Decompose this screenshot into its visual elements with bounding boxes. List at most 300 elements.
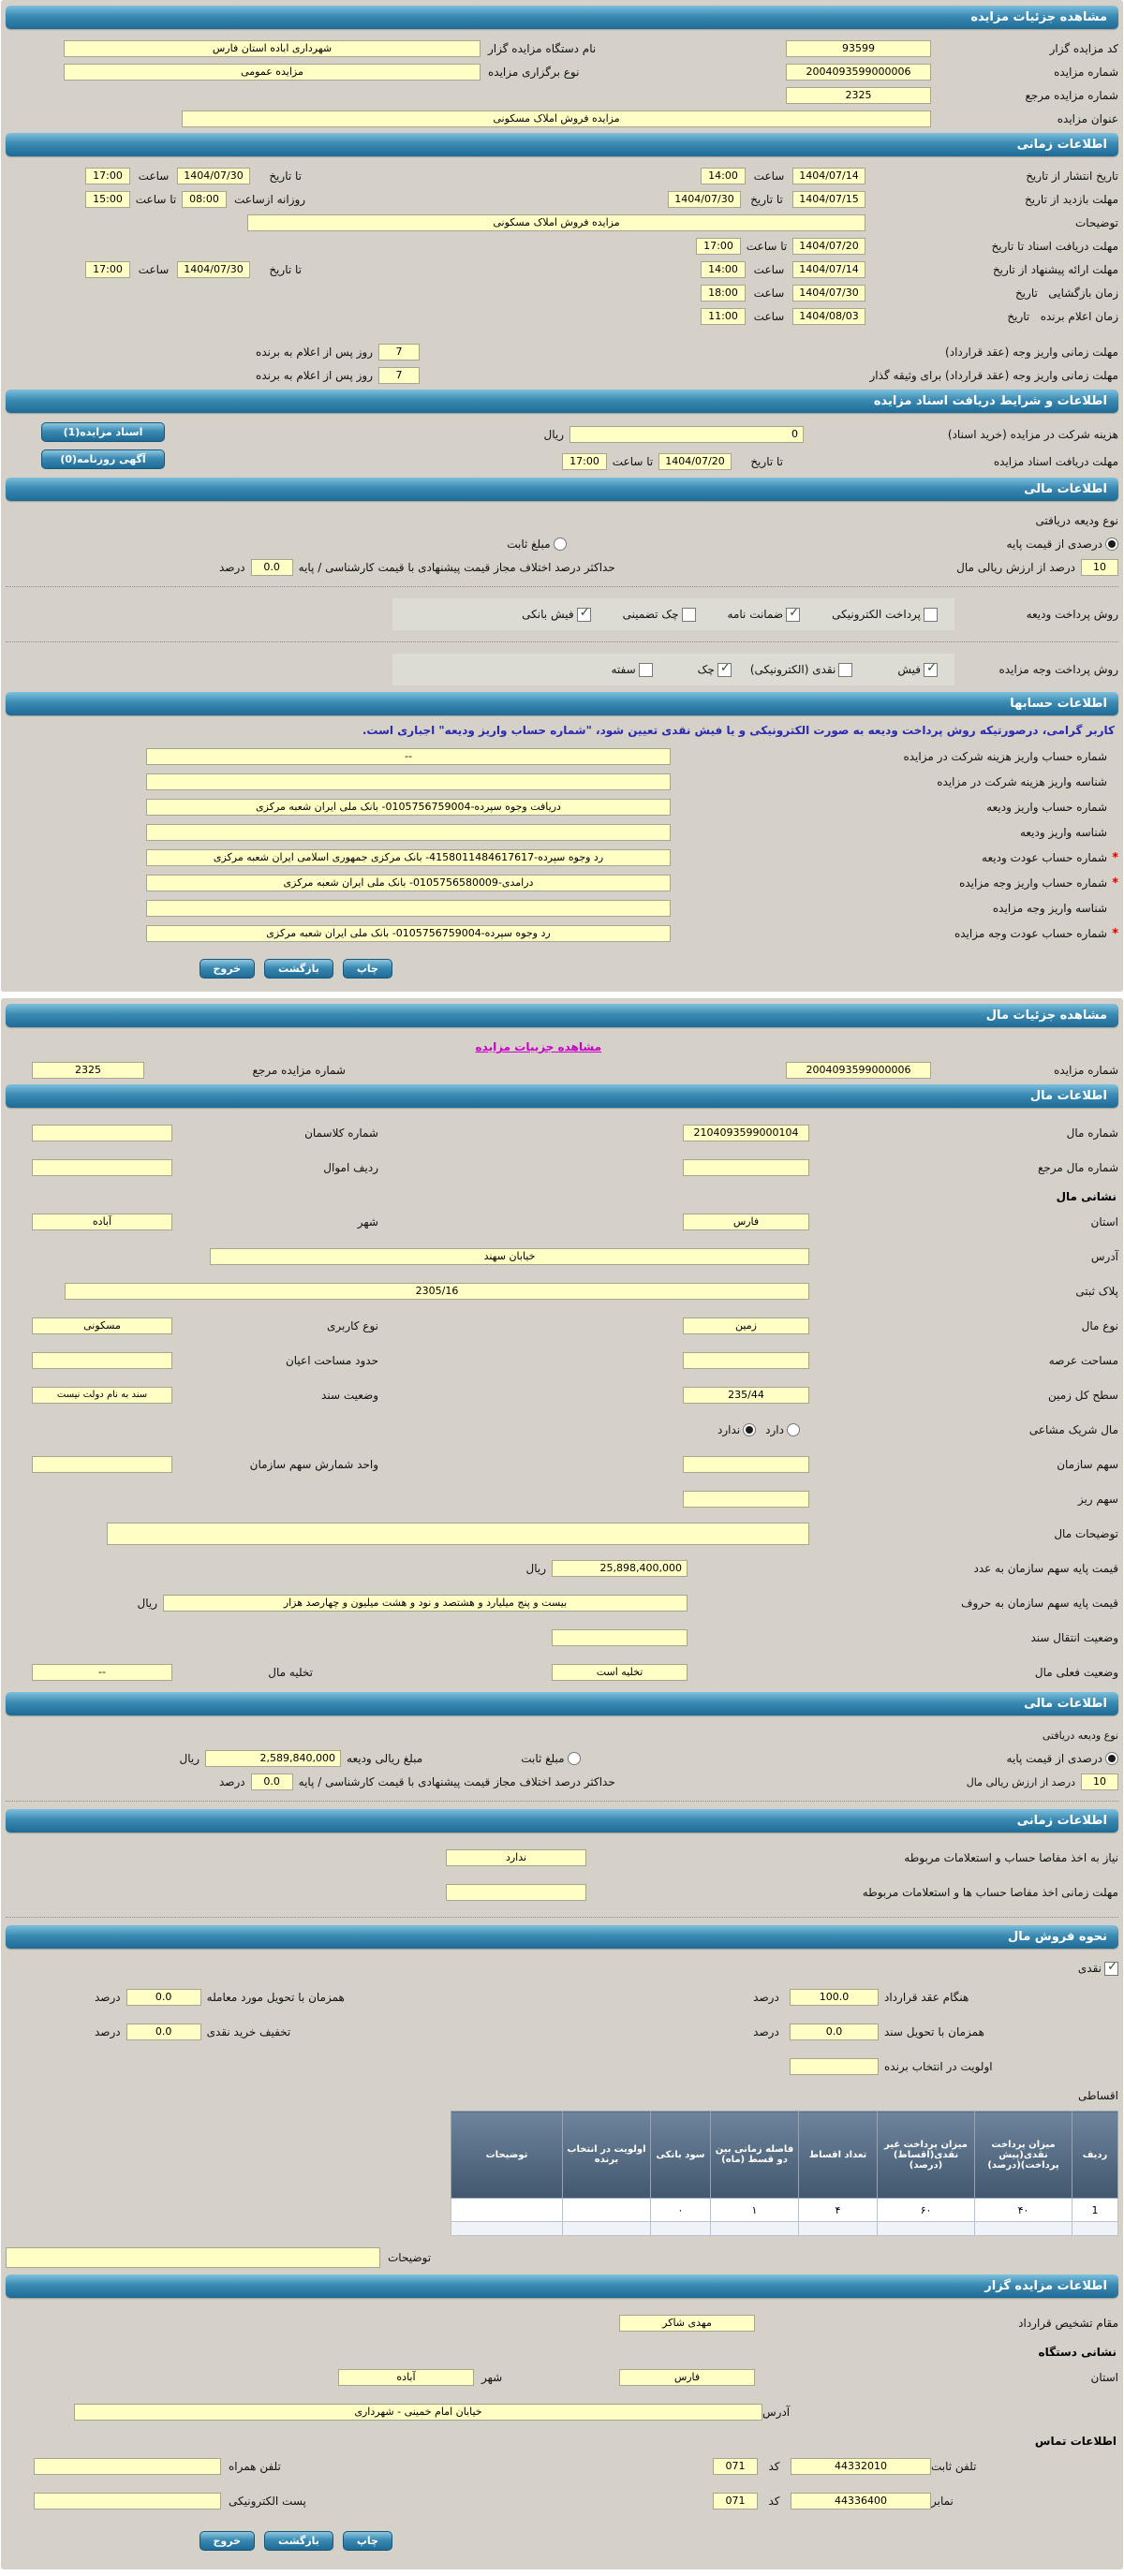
label: قیمت پایه سهم سازمان به حروف xyxy=(961,1597,1118,1610)
label: تا ساعت xyxy=(135,193,177,206)
field-row xyxy=(6,1876,1118,1909)
divider xyxy=(6,1917,1118,1918)
col-priority: اولویت در انتخاب برنده xyxy=(563,2112,651,2199)
visit-to-date-field[interactable]: 1404/07/30 xyxy=(668,191,741,208)
field-row xyxy=(6,556,1118,579)
payment-days-field[interactable]: 7 xyxy=(378,344,420,361)
radio-has-partner[interactable] xyxy=(787,1423,800,1436)
section-title: نحوه فروش مال xyxy=(1008,1930,1107,1944)
org-city-field[interactable]: آباده xyxy=(338,2369,474,2386)
col-row: ردیف xyxy=(1072,2112,1118,2199)
field-row xyxy=(6,108,1118,130)
deposit-return-account-field[interactable]: رد وجوه سپرده-4158011484617617- بانک مرکزی جمهوری اسلامی ایران شعبه مرکزی xyxy=(146,849,671,866)
field-row xyxy=(6,1240,1118,1273)
label: درصدی از قیمت پایه xyxy=(1006,1752,1102,1765)
property-type-field[interactable]: زمین xyxy=(683,1317,809,1334)
field-row xyxy=(6,61,1118,83)
label: نام دستگاه مزایده گزار xyxy=(488,42,597,55)
auction-ref-field[interactable]: 2325 xyxy=(786,87,931,104)
field-row xyxy=(6,1378,1118,1412)
newspaper-ads-button[interactable]: آگهی روزنامه(0) xyxy=(41,449,165,469)
auction-number-field[interactable]: 2004093599000006 xyxy=(786,64,931,81)
deed-delivery-percent-field[interactable]: 0.0 xyxy=(790,2024,879,2040)
divider xyxy=(6,641,1118,642)
label: درصد xyxy=(753,1991,779,2004)
auction-ref-field[interactable]: 2325 xyxy=(32,1062,144,1079)
max-diff-percent-field[interactable]: 0.0 xyxy=(251,559,293,576)
label: تا تاریخ xyxy=(750,455,783,468)
label: ساعت xyxy=(138,263,170,276)
label: شناسه واریز هزینه شرکت در مزایده xyxy=(937,775,1107,788)
label: شماره مزایده xyxy=(1054,66,1118,79)
label: مبلغ ثابت xyxy=(507,537,551,551)
timing-description-field[interactable]: مزایده فروش املاک مسکونی xyxy=(247,214,865,231)
label: روش پرداخت وجه مزایده xyxy=(998,663,1118,676)
back-button[interactable]: بازگشت xyxy=(264,2531,333,2551)
label: تلفن ثابت xyxy=(931,2460,977,2473)
mobile-field[interactable] xyxy=(34,2458,221,2475)
building-area-field[interactable] xyxy=(32,1352,172,1369)
label: حداکثر درصد اختلاف مجاز قیمت پیشنهادی با قیمت کارشناسی / پایه xyxy=(298,1775,615,1788)
auction-panel xyxy=(1,0,1123,992)
field-row xyxy=(6,364,1118,387)
org-address-field[interactable]: خیابان امام خمینی - شهرداری xyxy=(74,2404,762,2421)
label: روز پس از اعلام به برنده xyxy=(256,346,373,359)
label: درصد xyxy=(95,1991,121,2004)
account-row xyxy=(6,921,1118,946)
label: سهم ریز xyxy=(1077,1493,1118,1506)
property-description-field[interactable] xyxy=(107,1523,809,1545)
field-row xyxy=(6,188,1118,211)
auction-type-field[interactable]: مزایده عمومی xyxy=(64,64,481,81)
col-bank-interest: سود بانکی xyxy=(651,2112,711,2199)
auction-documents-button[interactable]: اسناد مزایده(1) xyxy=(41,422,165,442)
auction-number-field[interactable]: 2004093599000006 xyxy=(786,1062,931,1079)
installment-heading-row xyxy=(6,2084,1118,2107)
shared-ownership-row xyxy=(6,1413,1118,1447)
label: درصد xyxy=(219,561,245,574)
label: پست الکترونیکی xyxy=(229,2495,306,2508)
field-row xyxy=(6,2395,1118,2429)
section-title: اطلاعات حسابها xyxy=(1010,697,1107,711)
field-row xyxy=(6,212,1118,234)
field-row xyxy=(6,1586,1118,1620)
field-row xyxy=(6,2015,1118,2049)
usage-type-field[interactable]: مسکونی xyxy=(32,1317,172,1334)
checkbox-promissory-note[interactable] xyxy=(639,663,653,677)
section-bar-auctioneer-info xyxy=(6,2274,1118,2298)
label: ساعت xyxy=(753,287,785,300)
auction-title-field[interactable]: مزایده فروش املاک مسکونی xyxy=(182,110,931,127)
label: قیمت پایه سهم سازمان به عدد xyxy=(973,1562,1118,1575)
field-row xyxy=(6,1841,1118,1875)
label: آدرس xyxy=(1090,1250,1118,1263)
checkbox-secured-check[interactable] xyxy=(682,608,696,622)
field-row xyxy=(6,1059,1118,1082)
winner-announce-time-field[interactable]: 11:00 xyxy=(701,308,746,325)
deposit-amount-field[interactable]: 2,589,840,000 xyxy=(205,1750,341,1767)
label: وضعیت انتقال سند xyxy=(1030,1631,1118,1644)
field-row xyxy=(6,2306,1118,2340)
label: نوع برگزاری مزایده xyxy=(488,66,580,79)
base-price-words-field[interactable]: بیست و پنج میلیارد و هشتصد و نود و هشت میلیون و چهارصد هزار xyxy=(163,1595,688,1612)
action-buttons xyxy=(200,959,393,979)
cell-row: 1 xyxy=(1072,2199,1118,2222)
max-diff-percent-field-2[interactable]: 0.0 xyxy=(251,1774,293,1790)
label: مهلت زمانی اخذ مفاصا حساب ها و استعلامات مربوطه xyxy=(862,1886,1118,1899)
section-bar-timing-2 xyxy=(6,1809,1118,1833)
fax-field[interactable]: 44336400 xyxy=(791,2493,931,2510)
label: سهم سازمان xyxy=(1057,1458,1118,1471)
winner-priority-field[interactable] xyxy=(790,2058,879,2075)
label: شماره کلاسمان xyxy=(304,1126,378,1140)
label: توضیحات xyxy=(388,2251,432,2264)
clearance-deadline-field[interactable] xyxy=(446,1884,586,1901)
required-marker: * xyxy=(1112,926,1118,941)
opening-date-field[interactable]: 1404/07/30 xyxy=(792,285,865,302)
property-ref-field[interactable] xyxy=(683,1159,809,1176)
publish-to-time-field[interactable]: 17:00 xyxy=(85,168,130,184)
field-row xyxy=(6,165,1118,187)
payment-days-guarantor-field[interactable]: 7 xyxy=(378,367,420,384)
label: درصدی از قیمت پایه xyxy=(1006,537,1102,551)
auction-amount-account-field[interactable]: درامدی-0105756580009- بانک ملی ایران شعبه مرکزی xyxy=(146,875,671,891)
field-row xyxy=(6,1724,1118,1746)
classification-number-field[interactable] xyxy=(32,1125,172,1141)
label: درصد از ارزش ریالی مال xyxy=(966,1775,1075,1788)
current-status-field[interactable]: تخلیه است xyxy=(552,1664,688,1681)
label: توضیحات xyxy=(1074,216,1118,229)
account-row xyxy=(6,846,1118,870)
section-title: اطلاعات زمانی xyxy=(1016,1814,1107,1828)
field-row xyxy=(6,1309,1118,1343)
installment-empty-row xyxy=(451,2222,1118,2236)
publish-from-time-field[interactable]: 14:00 xyxy=(701,168,746,184)
section-title: مشاهده جزئیات مال xyxy=(985,1008,1107,1023)
opening-time-field[interactable]: 18:00 xyxy=(701,285,746,302)
field-row xyxy=(6,2484,1118,2518)
section-title: مشاهده جزئیات مزایده xyxy=(970,10,1107,24)
label: شهر xyxy=(481,2371,503,2384)
doc-receive-time-field[interactable]: 17:00 xyxy=(562,453,607,470)
label: ریال xyxy=(137,1597,157,1610)
participation-fee-field[interactable]: 0 xyxy=(569,426,804,443)
required-marker: * xyxy=(1112,876,1118,891)
deposit-percent-field[interactable]: 10 xyxy=(1081,559,1118,576)
label: ساعت xyxy=(138,169,170,183)
offer-from-date-field[interactable]: 1404/07/14 xyxy=(792,261,865,278)
field-row xyxy=(6,1656,1118,1689)
clearance-needed-field[interactable]: ندارد xyxy=(446,1849,586,1866)
property-panel xyxy=(1,998,1123,2569)
auctioneer-name-field[interactable]: شهرداری اباده استان فارس xyxy=(64,40,481,57)
minor-share-field[interactable] xyxy=(683,1491,809,1508)
col-interval: فاصله زمانی بین دو قسط (ماه) xyxy=(711,2112,799,2199)
deposit-method-row xyxy=(6,595,1118,634)
label: ساعت xyxy=(753,169,785,183)
land-area-field[interactable] xyxy=(683,1352,809,1369)
label: مهلت زمانی واریز وجه (عقد قرارداد) xyxy=(945,346,1118,359)
label: روزانه ازساعت xyxy=(234,193,306,206)
divider xyxy=(6,586,1118,587)
label: شماره مزایده مرجع xyxy=(252,1064,346,1077)
label: وضعیت فعلی مال xyxy=(1034,1666,1118,1679)
offer-to-time-field[interactable]: 17:00 xyxy=(85,261,130,278)
label: مهلت دریافت اسناد مزایده xyxy=(993,455,1118,468)
section-bar-auction-details xyxy=(6,6,1118,29)
contract-authority-field[interactable]: مهدی شاکر xyxy=(619,2315,755,2332)
label: کد xyxy=(768,2460,780,2473)
visit-daily-from-field[interactable]: 08:00 xyxy=(182,191,227,208)
label: تخفیف خرید نقدی xyxy=(206,2025,291,2039)
label: نوع ودیعه دریافتی xyxy=(1035,514,1118,527)
label: روش پرداخت ودیعه xyxy=(1026,608,1118,621)
registration-plate-field[interactable]: 2305/16 xyxy=(65,1283,809,1300)
label: شماره مزایده xyxy=(1054,1064,1118,1077)
offer-to-date-field[interactable]: 1404/07/30 xyxy=(177,261,250,278)
org-province-field[interactable]: فارس xyxy=(619,2369,755,2386)
label: ریال xyxy=(543,428,564,441)
account-row xyxy=(6,896,1118,920)
label: زمان اعلام برنده تاریخ xyxy=(1007,310,1118,323)
label: چک تضمینی xyxy=(622,608,679,621)
contact-heading: اطلاعات تماس xyxy=(1034,2435,1117,2448)
account-row xyxy=(6,770,1118,794)
field-row xyxy=(6,1552,1118,1585)
section-bar-property-details xyxy=(6,1004,1118,1027)
label: همزمان با تحویل مورد معامله xyxy=(206,1991,345,2004)
doc-deadline-time-field[interactable]: 17:00 xyxy=(696,238,741,255)
label: ریال xyxy=(179,1752,200,1765)
field-row xyxy=(6,1274,1118,1308)
section-bar-financial-2 xyxy=(6,1692,1118,1715)
field-row xyxy=(6,1980,1118,2014)
section-bar-timing xyxy=(6,133,1118,156)
view-auction-details-link[interactable]: مشاهده جزییات مزایده xyxy=(475,1040,601,1053)
account-row xyxy=(6,744,1118,769)
account-row xyxy=(6,871,1118,895)
winner-announce-date-field[interactable]: 1404/08/03 xyxy=(792,308,865,325)
installment-row[interactable] xyxy=(451,2199,1118,2222)
print-button[interactable]: چاپ xyxy=(343,959,392,979)
sale-description-field[interactable] xyxy=(6,2247,380,2268)
label: تخلیه مال xyxy=(268,1666,313,1679)
auction-amount-return-account-field[interactable]: رد وجوه سپرده-0105756759004- بانک ملی ایران شعبه مرکزی xyxy=(146,925,671,942)
property-number-field[interactable]: 2104093599000104 xyxy=(683,1125,809,1141)
offer-from-time-field[interactable]: 14:00 xyxy=(701,261,746,278)
field-row xyxy=(6,2361,1118,2394)
checkbox-guarantee-letter[interactable] xyxy=(786,608,800,622)
link-row xyxy=(6,1036,1118,1058)
installment-table xyxy=(451,2111,1118,2236)
label: مال شریک مشاعی xyxy=(1028,1423,1118,1436)
checkbox-electronic-payment[interactable] xyxy=(924,608,938,622)
field-row xyxy=(6,305,1118,328)
doc-deadline-date-field[interactable]: 1404/07/20 xyxy=(792,238,865,255)
label: مبلغ ثابت xyxy=(521,1752,565,1765)
payment-method-row xyxy=(6,650,1118,689)
col-notes: توضیحات xyxy=(451,2112,563,2199)
auction-amount-id-field[interactable] xyxy=(146,900,671,917)
label: عنوان مزایده xyxy=(1057,112,1118,125)
label: درصد xyxy=(753,2025,779,2039)
visit-daily-to-field[interactable]: 15:00 xyxy=(85,191,130,208)
label: شماره حساب عودت وجه مزایده xyxy=(954,927,1107,940)
vacate-status-field[interactable]: -- xyxy=(32,1664,172,1681)
label: تا تاریخ xyxy=(269,263,302,276)
email-field[interactable] xyxy=(34,2493,221,2510)
label: ریال xyxy=(525,1562,546,1575)
field-row xyxy=(6,84,1118,107)
checkbox-receipt[interactable] xyxy=(924,663,938,677)
org-share-field[interactable] xyxy=(683,1456,809,1473)
account-row xyxy=(6,795,1118,819)
label: حداکثر درصد اختلاف مجاز قیمت پیشنهادی با قیمت کارشناسی / پایه xyxy=(298,561,615,574)
label: نقدی xyxy=(1077,1962,1102,1975)
checkbox-cash-sale[interactable] xyxy=(1104,1962,1118,1976)
visit-from-date-field[interactable]: 1404/07/15 xyxy=(792,191,865,208)
account-row xyxy=(6,820,1118,845)
base-price-number-field[interactable]: 25,898,400,000 xyxy=(552,1560,688,1577)
field-row xyxy=(6,37,1118,60)
cell-interval: ۱ xyxy=(711,2199,799,2222)
label: تا تاریخ xyxy=(269,169,302,183)
label: فیش xyxy=(897,663,921,676)
auctioneer-code-field[interactable]: 93599 xyxy=(786,40,931,57)
doc-receive-date-field[interactable]: 1404/07/20 xyxy=(658,453,732,470)
section-bar-doc-conditions xyxy=(6,390,1118,413)
required-marker: * xyxy=(1112,850,1118,865)
deposit-type-row xyxy=(6,533,1118,555)
field-row xyxy=(6,235,1118,258)
checkbox-cash-electronic[interactable] xyxy=(838,663,852,677)
exit-button[interactable]: خروج xyxy=(200,959,256,979)
label: سطح کل زمین xyxy=(1047,1389,1118,1402)
col-installment-count: تعداد اقساط xyxy=(799,2112,878,2199)
action-buttons xyxy=(200,2531,393,2551)
contract-signing-percent-field[interactable]: 100.0 xyxy=(790,1989,879,2006)
deed-status-field[interactable]: سند به نام دولت نیست xyxy=(32,1387,172,1404)
section-title: اطلاعات زمانی xyxy=(1016,138,1107,152)
label: اولویت در انتخاب برنده xyxy=(884,2060,993,2073)
radio-percent-of-base[interactable] xyxy=(1105,537,1118,551)
publish-from-date-field[interactable]: 1404/07/14 xyxy=(792,168,865,184)
deposit-account-field[interactable]: دریافت وجوه سپرده-0105756759004- بانک ملی ایران شعبه مرکزی xyxy=(146,799,671,816)
col-noncash-percent: میزان پرداخت غیر نقدی(اقساط)(درصد) xyxy=(878,2112,975,2199)
label: درصد xyxy=(95,2025,121,2039)
field-row xyxy=(6,421,1118,448)
section-bar-property-info xyxy=(6,1084,1118,1108)
deposit-id-field[interactable] xyxy=(146,824,671,841)
label: شماره مزایده مرجع xyxy=(1025,89,1118,102)
section-title: اطلاعات و شرایط دریافت اسناد مزایده xyxy=(873,394,1107,408)
publish-to-date-field[interactable]: 1404/07/30 xyxy=(177,168,250,184)
deposit-percent-field-2[interactable]: 10 xyxy=(1081,1774,1118,1790)
province-field[interactable]: فارس xyxy=(683,1214,809,1230)
label: مهلت ارائه پیشنهاد از تاریخ xyxy=(992,263,1118,276)
label: حدود مساحت اعیان xyxy=(285,1354,378,1367)
section-bar-sale-method xyxy=(6,1925,1118,1949)
label: شماره مال xyxy=(1066,1126,1118,1140)
label: فیش بانکی xyxy=(522,608,574,621)
label: واحد شمارش سهم سازمان xyxy=(249,1458,378,1471)
label: شماره حساب واریز ودیعه xyxy=(986,801,1107,814)
address-field[interactable]: خیابان سهند xyxy=(210,1248,809,1265)
label: نیاز به اخذ مفاصا حساب و استعلامات مربوطه xyxy=(904,1851,1118,1864)
deed-transfer-status-field[interactable] xyxy=(552,1629,688,1646)
field-row xyxy=(6,1517,1118,1551)
cell-noncash-percent: ۶۰ xyxy=(878,2199,975,2222)
radio-no-partner[interactable] xyxy=(743,1423,756,1436)
label: تا ساعت xyxy=(612,455,654,468)
radio-percent-of-base-2[interactable] xyxy=(1105,1752,1118,1765)
field-row xyxy=(6,1344,1118,1377)
cell-cash-percent: ۴۰ xyxy=(975,2199,1072,2222)
payment-method-group xyxy=(392,654,954,685)
field-row xyxy=(6,2244,1118,2272)
label: مهلت دریافت اسناد تا تاریخ xyxy=(991,240,1118,253)
fax-code-field[interactable]: 071 xyxy=(713,2493,758,2510)
label: روز پس از اعلام به برنده xyxy=(256,369,373,382)
radio-fixed-amount[interactable] xyxy=(554,537,567,551)
phone-code-field[interactable]: 071 xyxy=(713,2458,758,2475)
label: درصد xyxy=(219,1775,245,1788)
field-row xyxy=(6,2050,1118,2083)
label: شناسه واریز وجه مزایده xyxy=(992,902,1107,915)
section-title: اطلاعات مال xyxy=(1029,1089,1107,1103)
field-row xyxy=(6,1771,1118,1793)
label: ساعت xyxy=(753,310,785,323)
cell-bank-interest: ۰ xyxy=(651,2199,711,2222)
checkbox-check[interactable] xyxy=(717,663,732,677)
field-row xyxy=(6,282,1118,304)
city-field[interactable]: آباده xyxy=(32,1214,172,1230)
radio-fixed-amount-2[interactable] xyxy=(568,1752,581,1765)
deposit-type-row-2 xyxy=(6,1747,1118,1770)
delivery-percent-field[interactable]: 0.0 xyxy=(126,1989,201,2006)
fee-deposit-id-field[interactable] xyxy=(146,773,671,790)
fee-deposit-account-field[interactable]: -- xyxy=(146,748,671,765)
label: توضیحات مال xyxy=(1054,1527,1118,1540)
field-row xyxy=(6,449,1118,475)
divider xyxy=(6,1801,1118,1802)
label: تاریخ انتشار از تاریخ xyxy=(1026,169,1118,183)
print-button[interactable]: چاپ xyxy=(343,2531,392,2551)
installment-heading: اقساطی xyxy=(1078,2089,1118,2102)
field-row xyxy=(6,258,1118,281)
field-row xyxy=(6,341,1118,363)
exit-button[interactable]: خروج xyxy=(200,2531,256,2551)
asset-row-field[interactable] xyxy=(32,1159,172,1176)
label: ردیف اموال xyxy=(323,1161,378,1174)
phone-field[interactable]: 44332010 xyxy=(791,2458,931,2475)
label: شماره حساب واریز وجه مزایده xyxy=(959,876,1107,890)
cash-sale-row xyxy=(6,1957,1118,1980)
label: مهلت بازدید از تاریخ xyxy=(1025,193,1118,206)
back-button[interactable]: بازگشت xyxy=(264,959,333,979)
label: درصد از ارزش ریالی مال xyxy=(956,561,1075,574)
section-title: اطلاعات مالی xyxy=(1024,1697,1107,1711)
checkbox-bank-receipt[interactable] xyxy=(577,608,591,622)
label: دارد xyxy=(765,1423,784,1436)
cash-discount-field[interactable]: 0.0 xyxy=(126,2024,201,2040)
field-row xyxy=(6,1116,1118,1150)
share-unit-field[interactable] xyxy=(32,1456,172,1473)
total-land-field[interactable]: 235/44 xyxy=(683,1387,809,1404)
section-title: اطلاعات مالی xyxy=(1024,482,1107,496)
cell-installment-count: ۴ xyxy=(799,2199,878,2222)
label: نقدی (الکترونیکی) xyxy=(749,663,836,676)
